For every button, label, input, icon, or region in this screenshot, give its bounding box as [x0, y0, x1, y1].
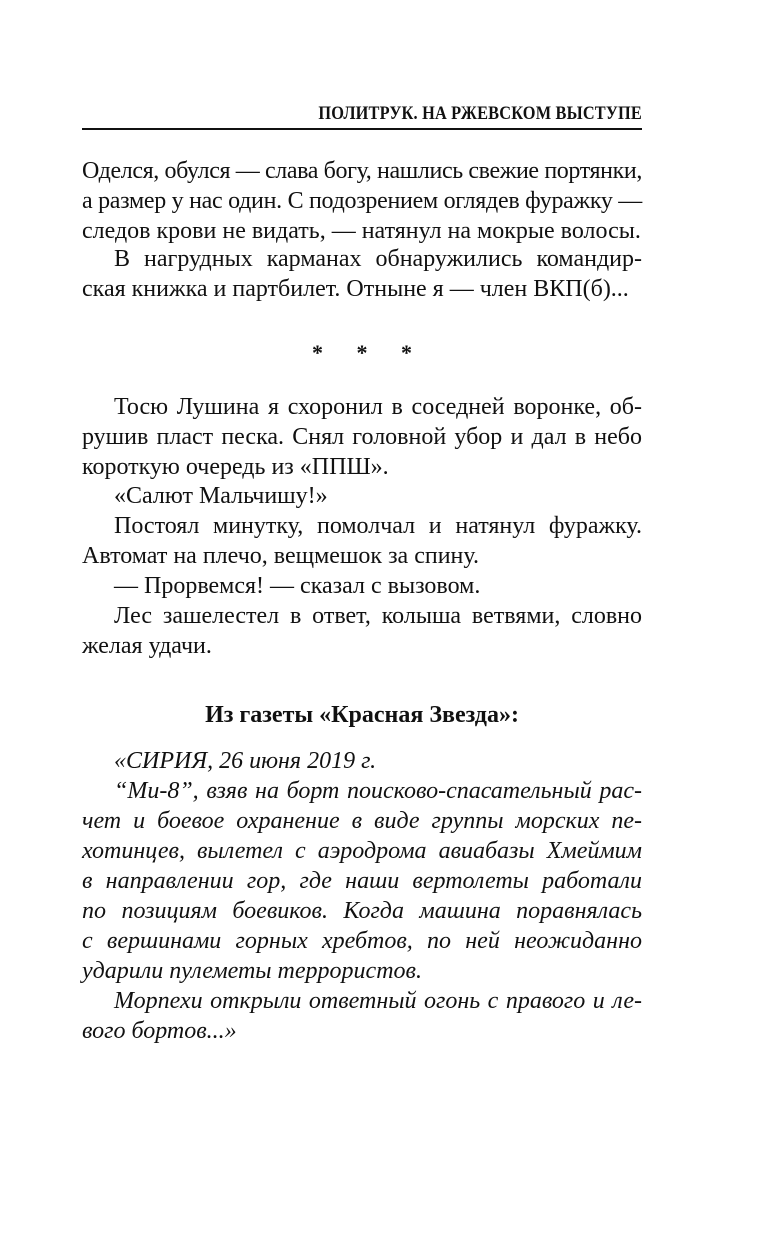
- text-line: «СИРИЯ, 26 июня 2019 г.: [114, 748, 377, 774]
- paragraph-6: [82, 571, 642, 601]
- section-heading: Из газеты «Красная Звезда»:: [205, 702, 519, 728]
- quote-paragraph-2: [82, 776, 642, 986]
- text-line: с вершинами горных хребтов, по ней неожиданно: [82, 928, 642, 954]
- text-line: Оделся, обулся — слава богу, нашлись свежие портянки,: [82, 158, 642, 184]
- paragraph-4: [82, 481, 642, 511]
- text-line: Тосю Лушина я схоронил в соседней воронке, об-: [114, 394, 642, 420]
- text-line: хотинцев, вылетел с аэродрома авиабазы Хмеймим: [82, 838, 642, 864]
- running-head: ПОЛИТРУК. НА РЖЕВСКОМ ВЫСТУПЕ: [318, 103, 642, 124]
- text-line: Автомат на плечо, вещмешок за спину.: [82, 543, 479, 569]
- text-line: ударили пулеметы террористов.: [82, 958, 422, 984]
- text-line: «Салют Мальчишу!»: [114, 483, 328, 509]
- paragraph-2: [82, 244, 642, 304]
- text-line: В нагрудных карманах обнаружились командир-: [114, 246, 642, 272]
- paragraph-3: [82, 392, 642, 482]
- text-line: по позициям боевиков. Когда машина поравнялась: [82, 898, 642, 924]
- text-line: Лес зашелестел в ответ, колыша ветвями, словно: [114, 603, 642, 629]
- paragraph-1: [82, 156, 642, 246]
- text-line: следов крови не видать, — натянул на мокрые волосы.: [82, 218, 641, 244]
- text-line: “Ми-8”, взяв на борт поисково-спасательный рас-: [114, 778, 642, 804]
- text-line: а размер у нас один. С подозрением оглядев фуражку —: [82, 188, 643, 214]
- header-rule: [82, 128, 642, 130]
- paragraph-5: [82, 511, 642, 571]
- text-line: ская книжка и партбилет. Отныне я — член ВКП(б)...: [82, 276, 629, 302]
- text-line: Морпехи открыли ответный огонь с правого и ле-: [114, 988, 642, 1014]
- text-line: желая удачи.: [82, 633, 212, 659]
- text-line: рушив пласт песка. Снял головной убор и дал в небо: [82, 424, 642, 450]
- text-line: чет и боевое охранение в виде группы морских пе-: [82, 808, 642, 834]
- section-separator: * * *: [312, 340, 426, 365]
- text-line: в направлении гор, где наши вертолеты работали: [82, 868, 642, 894]
- paragraph-7: [82, 601, 642, 661]
- text-line: Постоял минутку, помолчал и натянул фуражку.: [114, 513, 642, 539]
- text-line: — Прорвемся! — сказал с вызовом.: [114, 573, 481, 599]
- text-line: короткую очередь из «ППШ».: [82, 454, 389, 480]
- text-line: вого бортов...»: [82, 1018, 237, 1044]
- quote-paragraph-3: [82, 986, 642, 1046]
- quote-paragraph-1: [82, 746, 642, 776]
